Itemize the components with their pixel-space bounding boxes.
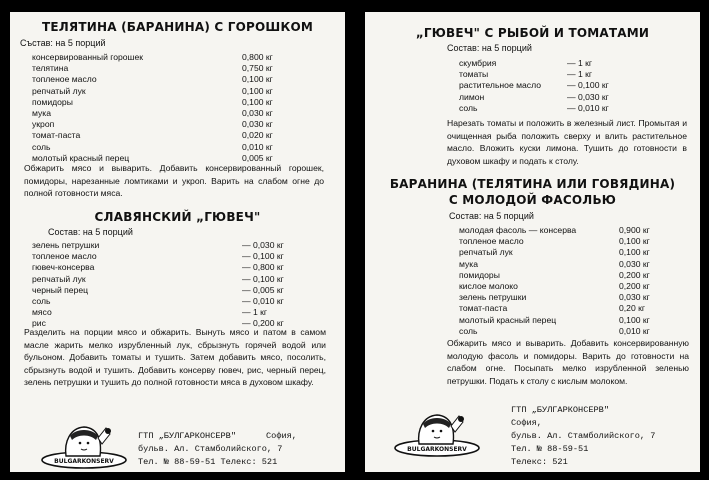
servings-label: Состав: на 5 порций <box>48 227 133 237</box>
ingredient-row <box>459 103 699 114</box>
ingredient-row <box>32 240 312 251</box>
ingredient-row <box>32 307 312 318</box>
ingredient-quantity: 0,100 кг <box>242 74 273 85</box>
ingredient-row <box>32 74 272 85</box>
ingredient-quantity: 0,030 кг <box>242 107 273 118</box>
ingredient-name: лимон <box>459 91 485 102</box>
ingredient-name: топленое масло <box>32 251 97 262</box>
recipe-title-veal-peas: ТЕЛЯТИНА (БАРАНИНА) С ГОРОШКОМ <box>41 20 313 34</box>
ingredient-quantity: 0,900 кг <box>619 225 650 235</box>
ingredient-name: молотый красный перец <box>459 314 557 325</box>
ingredient-name: консервированный горошек <box>32 52 143 62</box>
ingredient-name: молодая фасоль — консерва <box>459 225 577 235</box>
left-recipe-card <box>10 12 345 472</box>
ingredient-quantity: — 0,100 кг <box>567 80 609 91</box>
servings-label: Состав: на 5 порций <box>447 43 532 53</box>
publisher-telex: Телекс: 521 <box>511 457 568 467</box>
ingredient-quantity: — 0,100 кг <box>242 273 284 284</box>
ingredient-row <box>459 259 679 270</box>
ingredient-name: соль <box>459 102 478 113</box>
ingredient-quantity: 0,100 кг <box>619 247 650 258</box>
ingredient-name: скумбрия <box>459 58 497 68</box>
ingredient-name: репчатый лук <box>32 273 86 284</box>
ingredient-name: кислое молоко <box>459 280 518 291</box>
ingredient-name: черный перец <box>32 284 89 295</box>
ingredient-name: томат-паста <box>32 130 81 141</box>
ingredient-name: репчатый лук <box>32 85 86 96</box>
method-text-4: Обжарить мясо и выварить. Добавить консервированную молодую фасоль и помидоры. Варить до готовности на слабом огне. Посыпать мелко изрубленной зеленью петрушки. Подать к столу с кислым молоком. <box>447 338 689 386</box>
ingredient-quantity: 0,030 кг <box>242 119 273 130</box>
ingredient-row <box>459 292 679 303</box>
ingredient-quantity: — 1 кг <box>242 307 268 318</box>
ingredient-row <box>459 69 699 80</box>
ingredient-name: гювеч-консерва <box>32 262 95 273</box>
ingredient-name: томаты <box>459 69 489 80</box>
ingredient-row <box>32 52 272 63</box>
bulgarkonserv-logo <box>393 410 481 458</box>
ingredient-row <box>32 63 272 74</box>
ingredient-quantity: 0,010 кг <box>619 325 650 336</box>
publisher-city: София, <box>266 431 297 441</box>
recipe-title-slavic-guvech: СЛАВЯНСКИЙ „ГЮВЕЧ" <box>94 210 261 224</box>
logo-text: BULGARKONSERV <box>54 458 114 465</box>
ingredient-row <box>459 58 699 69</box>
ingredient-name: мука <box>32 107 52 118</box>
servings-label: Състав: на 5 порций <box>20 38 106 48</box>
ingredient-quantity: 0,100 кг <box>242 96 273 107</box>
right-recipe-card <box>365 12 700 472</box>
ingredient-row <box>459 80 699 91</box>
ingredient-name: томат-паста <box>459 303 508 314</box>
ingredient-quantity: — 0,100 кг <box>242 251 284 262</box>
ingredient-row <box>459 326 679 337</box>
ingredient-quantity: 0,030 кг <box>619 258 650 269</box>
ingredient-quantity: 0,100 кг <box>619 314 650 325</box>
ingredient-row <box>32 296 312 307</box>
ingredient-name: зелень петрушки <box>32 240 100 250</box>
ingredient-row <box>459 270 679 281</box>
publisher-city: София, <box>511 418 542 428</box>
recipe-title-guvech-fish: „ГЮВЕЧ" С РЫБОЙ И ТОМАТАМИ <box>415 26 650 40</box>
ingredient-name: зелень петрушки <box>459 292 527 303</box>
ingredient-list-4 <box>459 225 679 337</box>
ingredient-name: рис <box>32 318 46 329</box>
ingredient-quantity: 0,800 кг <box>242 52 273 62</box>
ingredient-quantity: — 1 кг <box>567 69 593 80</box>
ingredient-name: соль <box>459 325 478 336</box>
ingredient-row <box>32 108 272 119</box>
ingredient-list-2 <box>32 240 312 330</box>
ingredient-name: укроп <box>32 119 55 130</box>
publisher-name: ГТП „БУЛГАРКОНСЕРВ" <box>511 405 609 415</box>
ingredient-row <box>459 247 679 258</box>
ingredient-quantity: — 0,030 кг <box>242 240 284 250</box>
ingredient-name: молотый красный перец <box>32 152 130 163</box>
publisher-phone: Тел. № 88-59-51 <box>511 444 589 454</box>
ingredient-quantity: 0,100 кг <box>619 236 650 247</box>
ingredient-row <box>32 274 312 285</box>
publisher-name: ГТП „БУЛГАРКОНСЕРВ" <box>138 431 236 441</box>
ingredient-name: соль <box>32 141 51 152</box>
ingredient-quantity: 0,020 кг <box>242 130 273 141</box>
method-text-1: Обжарить мясо и выварить. Добавить консервированный горошек, помидоры, нарезанные ломтиками и укроп. Варить на слабом огне до полной готовности мяса. <box>24 163 324 199</box>
publisher-address: бульв. Ал. Стамболийского, 7 <box>511 431 656 441</box>
ingredient-row <box>459 303 679 314</box>
ingredient-row <box>459 92 699 103</box>
servings-label: Состав: на 5 порций <box>449 211 534 221</box>
ingredient-row <box>32 142 272 153</box>
bulgarkonserv-logo <box>40 422 128 470</box>
ingredient-quantity: 0,200 кг <box>619 280 650 291</box>
recipe-title-lamb-beans-2: С МОЛОДОЙ ФАСОЛЬЮ <box>448 193 617 207</box>
ingredient-row <box>459 236 679 247</box>
ingredient-quantity: 0,010 кг <box>242 141 273 152</box>
recipe-title-lamb-beans: БАРАНИНА (ТЕЛЯТИНА ИЛИ ГОВЯДИНА) <box>389 177 676 191</box>
ingredient-row <box>32 119 272 130</box>
publisher-phone-telex: Тел. № 88-59-51 Телекс: 521 <box>138 457 278 467</box>
ingredient-row <box>32 130 272 141</box>
ingredient-name: помидоры <box>32 96 73 107</box>
ingredient-quantity: 0,005 кг <box>242 152 273 163</box>
ingredient-quantity: — 0,010 кг <box>242 295 284 306</box>
ingredient-quantity: 0,20 кг <box>619 303 646 314</box>
ingredient-quantity: — 0,010 кг <box>567 102 609 113</box>
ingredient-quantity: 0,750 кг <box>242 63 273 74</box>
publisher-address: бульв. Ал. Стамболийского, 7 <box>138 444 283 454</box>
ingredient-row <box>32 97 272 108</box>
ingredient-name: топленое масло <box>32 74 97 85</box>
ingredient-name: мясо <box>32 307 52 318</box>
ingredient-row <box>32 86 272 97</box>
ingredient-row <box>32 285 312 296</box>
ingredient-quantity: 0,200 кг <box>619 269 650 280</box>
ingredient-row <box>459 281 679 292</box>
ingredient-quantity: — 1 кг <box>567 58 593 68</box>
ingredient-quantity: 0,030 кг <box>619 292 650 303</box>
ingredient-name: телятина <box>32 63 69 74</box>
ingredient-row <box>32 262 312 273</box>
ingredient-quantity: — 0,030 кг <box>567 91 609 102</box>
ingredient-name: мука <box>459 258 479 269</box>
ingredient-name: репчатый лук <box>459 247 513 258</box>
ingredient-quantity: 0,100 кг <box>242 85 273 96</box>
ingredient-quantity: — 0,800 кг <box>242 262 284 273</box>
ingredient-list-3 <box>459 58 699 114</box>
ingredient-quantity: — 0,200 кг <box>242 318 284 329</box>
ingredient-name: растительное масло <box>459 80 541 91</box>
method-text-3: Нарезать томаты и положить в железный лист. Промытая и очищенная рыба положить сверху и влить растительное масло. Вложить куски лимона. Тушить до готовности в духовом шкафу и подать к столу. <box>447 118 687 166</box>
logo-text: BULGARKONSERV <box>407 446 467 453</box>
ingredient-quantity: — 0,005 кг <box>242 284 284 295</box>
ingredient-name: помидоры <box>459 269 500 280</box>
ingredient-row <box>459 315 679 326</box>
method-text-2: Разделить на порции мясо и обжарить. Вынуть мясо и патом в самом масле жарить мелко изрубленный лук, сбрызнуть горячей водой или бульоном. Добавить томаты и тушить. Затем добавить мясо, посолить, сбрызнуть водой и тушить. Добавить консерву гювеч, рис, черный перец, зелень петрушки и тушить до полной готовности мяса в духовом шкафу. <box>24 327 326 388</box>
ingredient-row <box>459 225 679 236</box>
ingredient-list-1 <box>32 52 272 164</box>
ingredient-name: топленое масло <box>459 236 524 247</box>
ingredient-name: соль <box>32 295 51 306</box>
ingredient-row <box>32 251 312 262</box>
